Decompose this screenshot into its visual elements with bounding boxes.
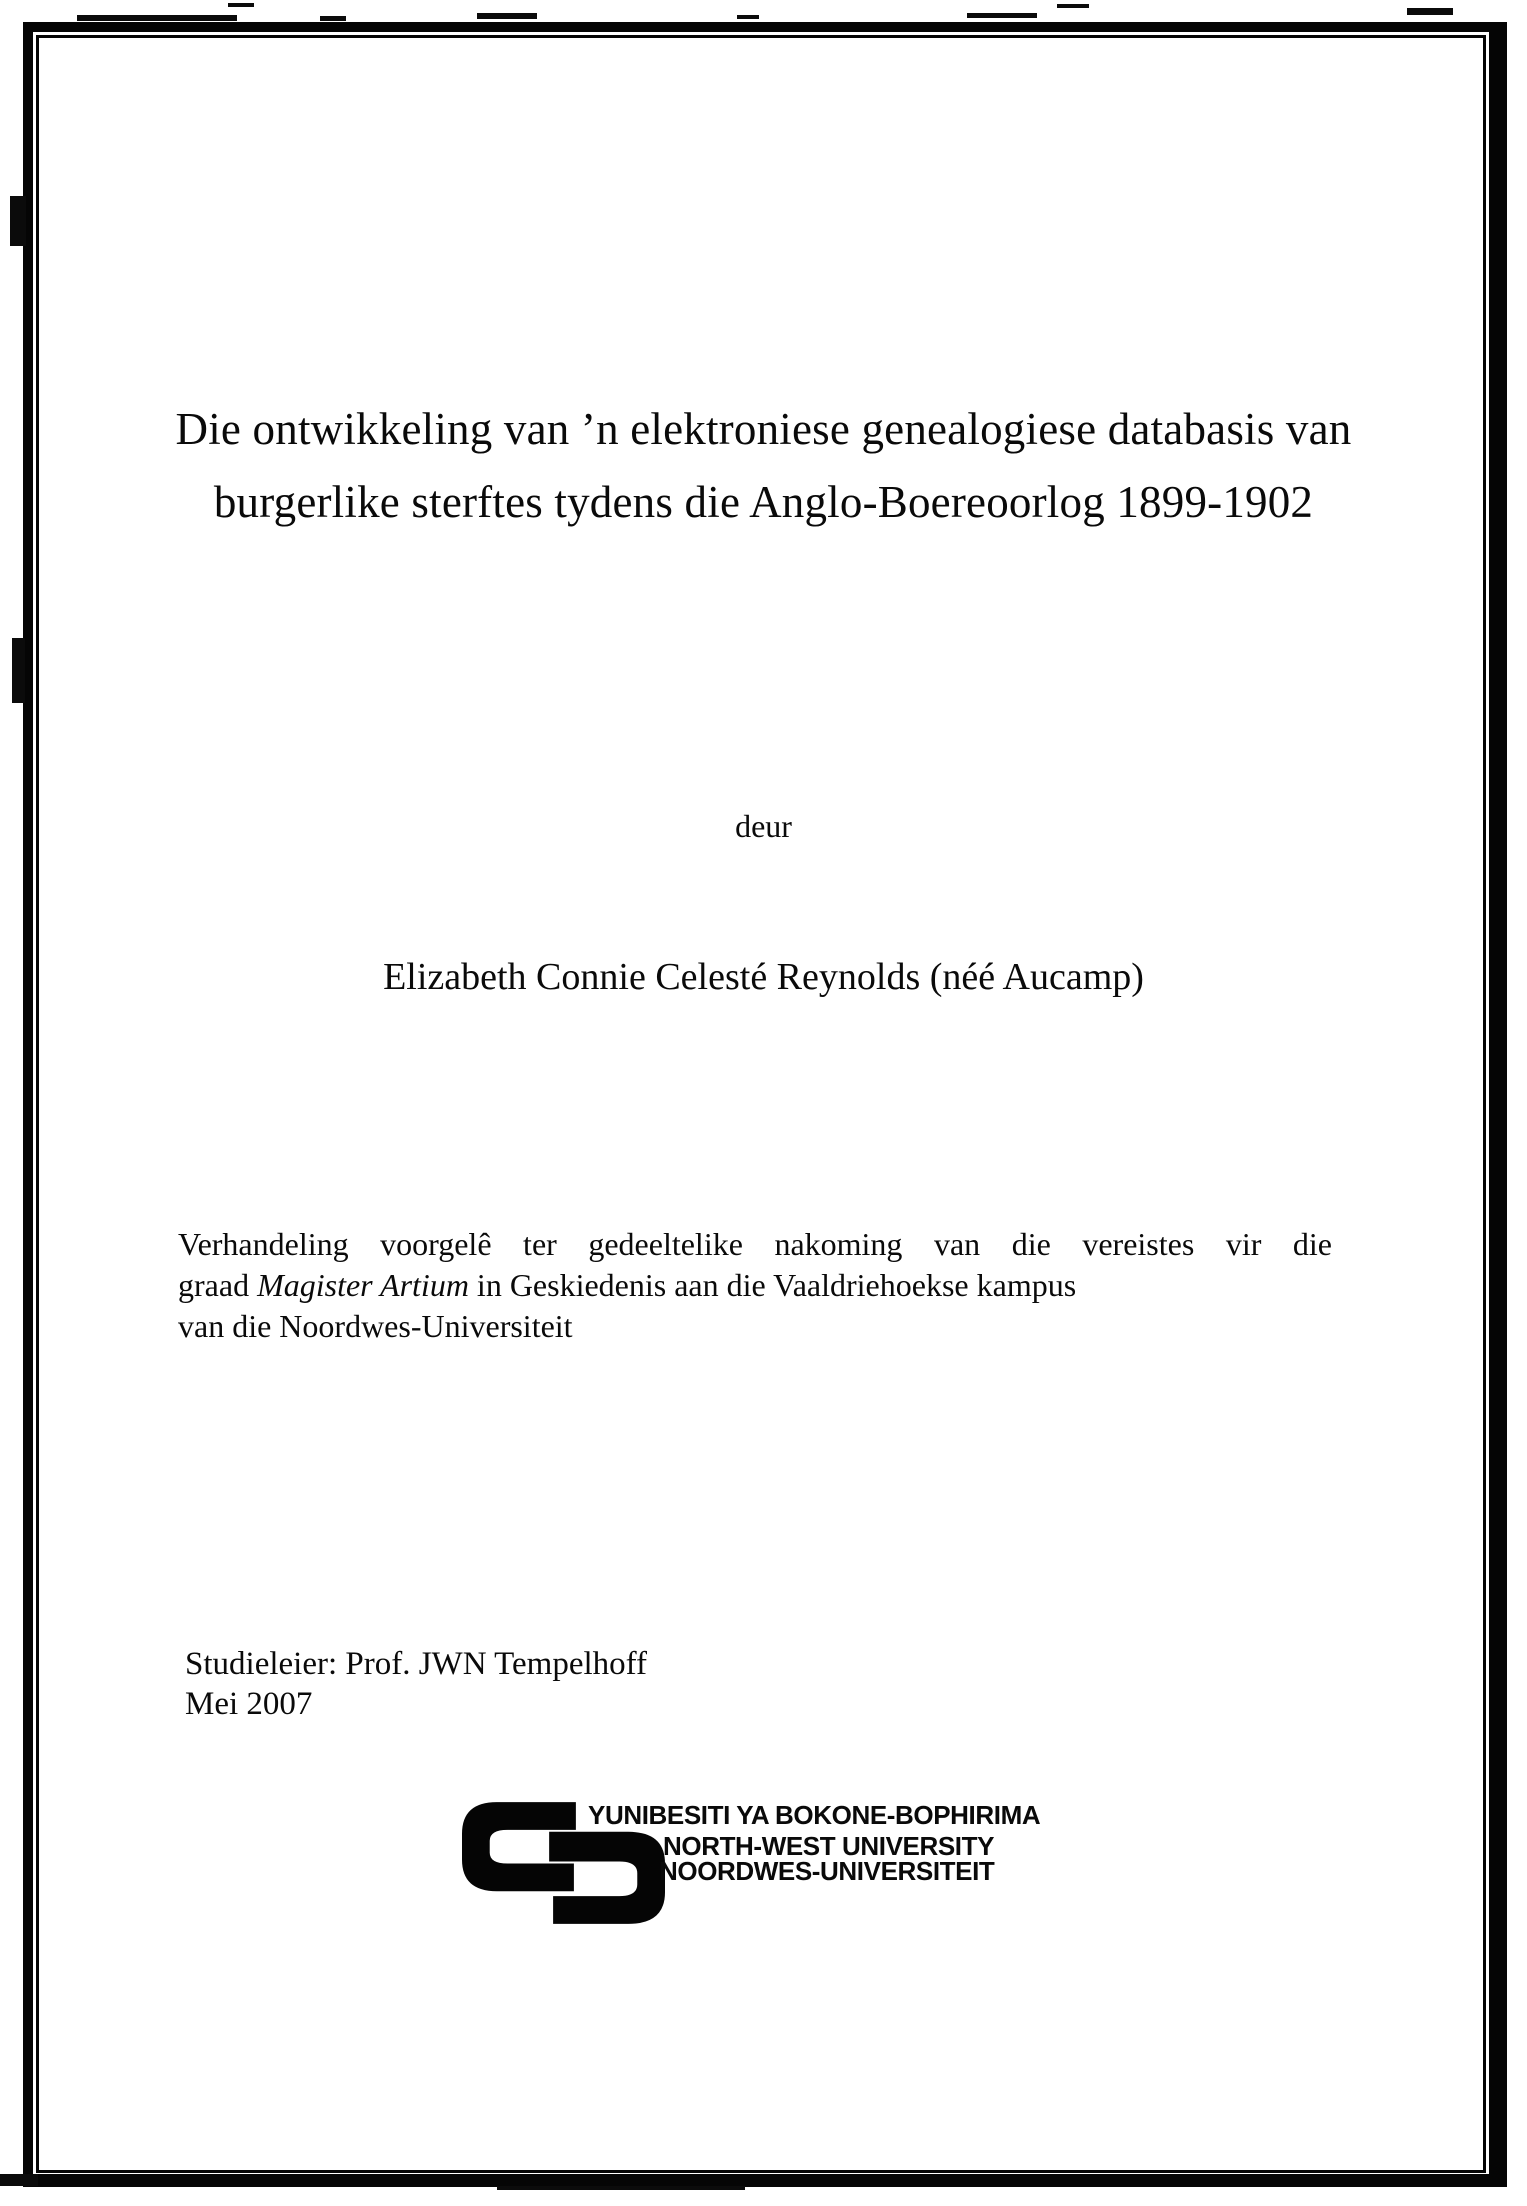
university-name-afrikaans: NOORDWES-UNIVERSITEIT xyxy=(659,1856,995,1886)
scan-artifact xyxy=(497,2186,745,2190)
degree-statement xyxy=(178,1224,1332,1347)
thesis-title xyxy=(50,393,1477,539)
scan-artifact xyxy=(1057,4,1089,8)
scan-artifact xyxy=(0,2174,38,2186)
scan-artifact xyxy=(228,3,254,7)
byline-label: deur xyxy=(735,808,792,844)
degree-statement-line-2-prefix: graad xyxy=(178,1267,258,1303)
scan-artifact xyxy=(77,15,237,21)
university-name-english: NORTH-WEST UNIVERSITY xyxy=(663,1831,995,1861)
degree-statement-line-1: Verhandeling voorgelê ter gedeeltelike nakoming van die vereistes vir die xyxy=(178,1226,1332,1262)
scan-artifact xyxy=(737,15,759,19)
degree-name-italic: Magister Artium xyxy=(257,1267,469,1303)
scan-artifact xyxy=(12,638,25,703)
date-line: Mei 2007 xyxy=(185,1686,313,1722)
supervisor-line: Studieleier: Prof. JWN Tempelhoff xyxy=(185,1646,648,1682)
degree-statement-line-2 xyxy=(178,1265,1332,1306)
scan-artifact xyxy=(967,13,1037,18)
author-name: Elizabeth Connie Celesté Reynolds (néé Aucamp) xyxy=(383,956,1144,998)
thesis-title-line-2: burgerlike sterftes tydens die Anglo-Boereoorlog 1899-1902 xyxy=(213,477,1314,527)
scan-artifact xyxy=(10,196,26,246)
scan-artifact xyxy=(477,13,537,19)
degree-statement-line-3: van die Noordwes-Universiteit xyxy=(178,1308,573,1344)
thesis-title-line-1: Die ontwikkeling van ’n elektroniese genealogiese databasis van xyxy=(175,404,1352,454)
university-name-setswana: YUNIBESITI YA BOKONE-BOPHIRIMA xyxy=(588,1800,1041,1830)
degree-statement-line-2-suffix: in Geskiedenis aan die Vaaldriehoekse kampus xyxy=(468,1267,1077,1303)
scan-artifact xyxy=(1407,8,1453,15)
scan-artifact xyxy=(320,16,346,21)
